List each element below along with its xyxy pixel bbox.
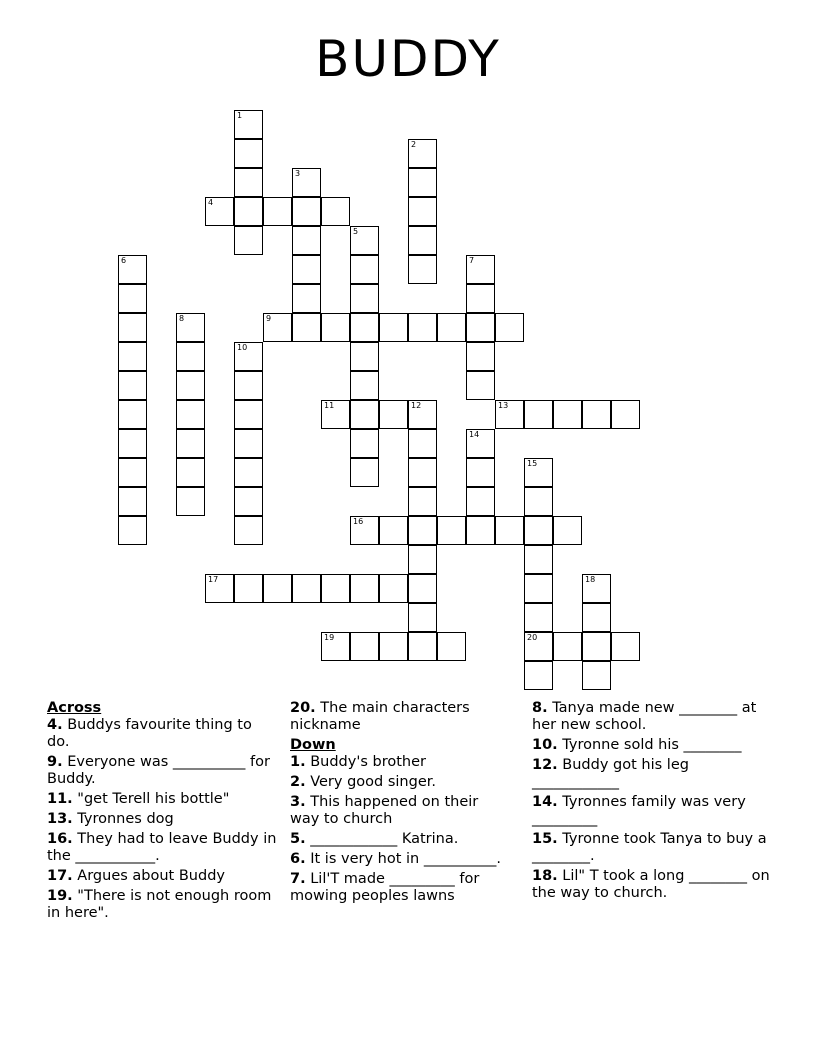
grid-cell[interactable] (379, 400, 408, 429)
grid-cell[interactable] (321, 574, 350, 603)
grid-cell[interactable] (350, 632, 379, 661)
grid-cell[interactable] (234, 516, 263, 545)
grid-cell[interactable] (321, 313, 350, 342)
grid-cell[interactable] (408, 255, 437, 284)
grid-cell[interactable] (379, 574, 408, 603)
grid-cell[interactable] (205, 197, 234, 226)
grid-cell[interactable] (466, 516, 495, 545)
grid-cell[interactable] (379, 632, 408, 661)
grid-cell[interactable] (292, 226, 321, 255)
grid-cell[interactable] (292, 168, 321, 197)
down-header: Down (290, 737, 336, 753)
grid-cell[interactable] (263, 197, 292, 226)
clue-across-13: 13. Tyronnes dog (47, 811, 174, 827)
clues-column-3 (532, 700, 772, 905)
grid-cell[interactable] (553, 632, 582, 661)
grid-cell[interactable] (408, 429, 437, 458)
clue-across-9: 9. Everyone was __________ for Buddy. (47, 754, 270, 787)
grid-cell[interactable] (437, 313, 466, 342)
grid-cell[interactable] (466, 342, 495, 371)
clue-number: 5 (353, 227, 359, 236)
grid-cell[interactable] (350, 516, 379, 545)
clue-number: 4 (208, 198, 214, 207)
grid-cell[interactable] (118, 284, 147, 313)
grid-cell[interactable] (524, 545, 553, 574)
clue-down-1: 1. Buddy's brother (290, 754, 426, 770)
grid-cell[interactable] (205, 574, 234, 603)
grid-cell[interactable] (524, 661, 553, 690)
grid-cell[interactable] (292, 574, 321, 603)
grid-cell[interactable] (408, 400, 437, 429)
clue-down-6: 6. It is very hot in __________. (290, 851, 501, 867)
grid-cell[interactable] (437, 516, 466, 545)
grid-cell[interactable] (408, 487, 437, 516)
grid-cell[interactable] (495, 313, 524, 342)
clue-number: 3 (295, 169, 301, 178)
grid-cell[interactable] (379, 516, 408, 545)
clue-across-11: 11. "get Terell his bottle" (47, 791, 230, 807)
grid-cell[interactable] (524, 487, 553, 516)
grid-cell[interactable] (118, 429, 147, 458)
clue-number: 8 (179, 314, 185, 323)
grid-cell[interactable] (437, 632, 466, 661)
grid-cell[interactable] (524, 632, 553, 661)
grid-cell[interactable] (495, 400, 524, 429)
grid-cell[interactable] (118, 487, 147, 516)
grid-cell[interactable] (553, 516, 582, 545)
grid-cell[interactable] (524, 574, 553, 603)
clue-number: 9 (266, 314, 272, 323)
clue-number: 1 (237, 111, 243, 120)
grid-cell[interactable] (582, 603, 611, 632)
grid-cell[interactable] (350, 342, 379, 371)
grid-cell[interactable] (176, 400, 205, 429)
grid-cell[interactable] (350, 255, 379, 284)
grid-cell[interactable] (234, 487, 263, 516)
grid-cell[interactable] (350, 458, 379, 487)
clue-number: 19 (324, 633, 335, 642)
clue-number: 11 (324, 401, 335, 410)
grid-cell[interactable] (263, 313, 292, 342)
grid-cell[interactable] (350, 371, 379, 400)
grid-cell[interactable] (118, 255, 147, 284)
grid-cell[interactable] (118, 371, 147, 400)
grid-cell[interactable] (350, 429, 379, 458)
grid-cell[interactable] (321, 197, 350, 226)
clue-number: 16 (353, 517, 364, 526)
clue-number: 13 (498, 401, 509, 410)
grid-cell[interactable] (350, 400, 379, 429)
grid-cell[interactable] (234, 139, 263, 168)
grid-cell[interactable] (263, 574, 292, 603)
clue-number: 2 (411, 140, 417, 149)
grid-cell[interactable] (524, 400, 553, 429)
grid-cell[interactable] (466, 429, 495, 458)
grid-cell[interactable] (292, 284, 321, 313)
clue-down-15: 15. Tyronne took Tanya to buy a ________. (532, 831, 767, 864)
grid-cell[interactable] (234, 458, 263, 487)
grid-cell[interactable] (234, 400, 263, 429)
clue-across-16: 16. They had to leave Buddy in the ___________. (47, 831, 277, 864)
grid-cell[interactable] (408, 139, 437, 168)
grid-cell[interactable] (466, 313, 495, 342)
clue-across-20: 20. The main characters nickname (290, 700, 470, 733)
grid-cell[interactable] (350, 574, 379, 603)
grid-cell[interactable] (379, 313, 408, 342)
grid-cell[interactable] (176, 313, 205, 342)
grid-cell[interactable] (524, 458, 553, 487)
grid-cell[interactable] (176, 371, 205, 400)
grid-cell[interactable] (466, 371, 495, 400)
grid-cell[interactable] (582, 400, 611, 429)
grid-cell[interactable] (408, 458, 437, 487)
grid-cell[interactable] (611, 632, 640, 661)
grid-cell[interactable] (176, 342, 205, 371)
clue-number: 12 (411, 401, 422, 410)
grid-cell[interactable] (292, 255, 321, 284)
clue-down-2: 2. Very good singer. (290, 774, 436, 790)
grid-cell[interactable] (234, 110, 263, 139)
clue-down-14: 14. Tyronnes family was very _________ (532, 794, 746, 827)
grid-cell[interactable] (350, 226, 379, 255)
grid-cell[interactable] (582, 632, 611, 661)
grid-cell[interactable] (234, 197, 263, 226)
grid-cell[interactable] (118, 458, 147, 487)
grid-cell[interactable] (466, 458, 495, 487)
grid-cell[interactable] (118, 313, 147, 342)
clue-number: 7 (469, 256, 475, 265)
clue-number: 10 (237, 343, 248, 352)
clue-down-3: 3. This happened on their way to church (290, 794, 479, 827)
clue-number: 15 (527, 459, 538, 468)
grid-cell[interactable] (234, 342, 263, 371)
grid-cell[interactable] (234, 226, 263, 255)
clue-down-7: 7. Lil'T made _________ for mowing peoples lawns (290, 871, 480, 904)
grid-cell[interactable] (234, 429, 263, 458)
grid-cell[interactable] (553, 400, 582, 429)
grid-cell[interactable] (118, 342, 147, 371)
across-header: Across (47, 700, 102, 716)
grid-cell[interactable] (524, 516, 553, 545)
clue-down-18: 18. Lil" T took a long ________ on the way to church. (532, 868, 770, 901)
clue-number: 18 (585, 575, 596, 584)
clue-down-10: 10. Tyronne sold his ________ (532, 737, 742, 753)
clue-number: 14 (469, 430, 480, 439)
clue-down-8: 8. Tanya made new ________ at her new school. (532, 700, 757, 733)
grid-cell[interactable] (234, 168, 263, 197)
grid-cell[interactable] (350, 284, 379, 313)
grid-cell[interactable] (408, 197, 437, 226)
grid-cell[interactable] (466, 255, 495, 284)
grid-cell[interactable] (321, 400, 350, 429)
clue-number: 17 (208, 575, 219, 584)
grid-cell[interactable] (466, 284, 495, 313)
grid-cell[interactable] (292, 197, 321, 226)
grid-cell[interactable] (495, 516, 524, 545)
clues-column-2 (290, 700, 505, 908)
clues-column-1 (47, 700, 277, 925)
grid-cell[interactable] (176, 487, 205, 516)
grid-cell[interactable] (408, 226, 437, 255)
grid-cell[interactable] (350, 313, 379, 342)
grid-cell[interactable] (176, 429, 205, 458)
grid-cell[interactable] (466, 487, 495, 516)
puzzle-title: BUDDY (315, 30, 501, 88)
grid-cell[interactable] (582, 661, 611, 690)
grid-cell[interactable] (408, 632, 437, 661)
grid-cell[interactable] (408, 168, 437, 197)
grid-cell[interactable] (408, 313, 437, 342)
clue-number: 6 (121, 256, 127, 265)
grid-cell[interactable] (408, 545, 437, 574)
grid-cell[interactable] (118, 516, 147, 545)
grid-cell[interactable] (321, 632, 350, 661)
grid-cell[interactable] (118, 400, 147, 429)
grid-cell[interactable] (234, 371, 263, 400)
grid-cell[interactable] (582, 574, 611, 603)
grid-cell[interactable] (234, 574, 263, 603)
clue-down-5: 5. ____________ Katrina. (290, 831, 459, 847)
clue-across-19: 19. "There is not enough room in here". (47, 888, 272, 921)
grid-cell[interactable] (611, 400, 640, 429)
grid-cell[interactable] (524, 603, 553, 632)
clue-across-17: 17. Argues about Buddy (47, 868, 225, 884)
grid-cell[interactable] (408, 603, 437, 632)
grid-cell[interactable] (176, 458, 205, 487)
grid-cell[interactable] (408, 516, 437, 545)
clue-down-12: 12. Buddy got his leg ____________ (532, 757, 689, 790)
grid-cell[interactable] (408, 574, 437, 603)
clue-across-4: 4. Buddys favourite thing to do. (47, 717, 252, 750)
clue-number: 20 (527, 633, 538, 642)
grid-cell[interactable] (292, 313, 321, 342)
